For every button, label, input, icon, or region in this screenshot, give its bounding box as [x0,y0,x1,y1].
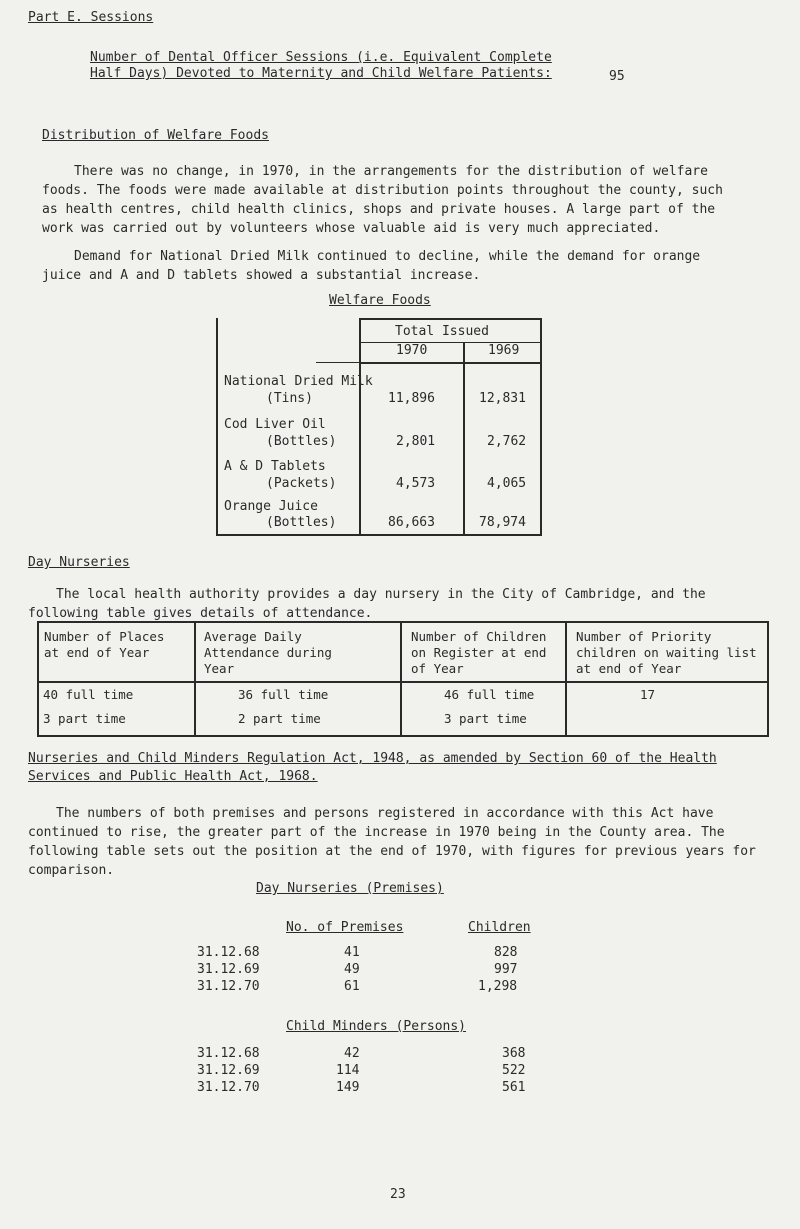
minders-row-children: 368 [502,1046,526,1061]
welfare-distribution-paragraph-2: Demand for National Dried Milk continued to decline, while the demand for orange juice and A and D tablets showed a substantial increase. [42,249,701,283]
row-item-name: Orange Juice [224,499,318,514]
row-value-1970: 86,663 [388,515,435,530]
minders-row-date: 31.12.70 [197,1080,260,1095]
register-part-time: 3 part time [444,711,527,726]
day-nurseries-heading: Day Nurseries [28,555,130,570]
premises-row-count: 61 [344,979,360,994]
attendance-full-time: 36 full time [238,687,329,702]
day-nurseries-table [37,621,769,737]
children-col-header: Children [468,920,531,935]
page-section-title: Part E. Sessions [28,10,154,25]
minders-row-count: 149 [336,1080,360,1095]
row-value-1969: 4,065 [487,476,527,491]
regulation-heading-line1: Nurseries and Child Minders Regulation Act, 1948, as amended by Section 60 of the Health [28,751,717,766]
page-number: 23 [390,1187,406,1202]
row-value-1970: 11,896 [388,391,435,406]
header-register: Number of Children on Register at end of Year [411,629,547,676]
dental-sessions-value: 95 [609,69,625,84]
regulation-paragraph: The numbers of both premises and persons registered in accordance with this Act have continued to rise, the greater part of the increase in 1970 being in the County area. The following table sets out the position at the end of 1970, with figures for previous years for comparison. [28,806,756,878]
premises-row-children: 828 [494,945,518,960]
welfare-foods-table [216,318,542,536]
places-full-time: 40 full time [43,687,134,702]
premises-row-date: 31.12.70 [197,979,260,994]
row-item-unit: (Packets) [266,476,337,491]
minders-table-title [286,1019,466,1034]
row-value-1970: 2,801 [396,434,436,449]
minders-row-count: 114 [336,1063,360,1078]
col-1970-header: 1970 [396,343,428,358]
welfare-distribution-paragraph-1: There was no change, in 1970, in the arrangements for the distribution of welfare foods. The foods were made available at distribution points throughout the county, such as health centres, child health clinics, shops and private houses. A large part of the work was carried out by volunteers whose valuable aid is very much appreciated. [42,164,723,236]
row-item-name: A & D Tablets [224,459,326,474]
row-value-1970: 4,573 [396,476,436,491]
row-value-1969: 78,974 [479,515,526,530]
row-item-unit: (Bottles) [266,515,337,530]
premises-row-date: 31.12.68 [197,945,260,960]
welfare-distribution-heading: Distribution of Welfare Foods [42,128,269,143]
day-nurseries-paragraph: The local health authority provides a day nursery in the City of Cambridge, and the following table gives details of attendance. [28,587,706,621]
total-issued-header: Total Issued [395,324,489,339]
minders-row-date: 31.12.68 [197,1046,260,1061]
row-item-name: National Dried Milk [224,374,373,389]
premises-row-date: 31.12.69 [197,962,260,977]
premises-row-children: 1,298 [478,979,518,994]
premises-row-children: 997 [494,962,518,977]
row-item-name: Cod Liver Oil [224,417,326,432]
register-full-time: 46 full time [444,687,535,702]
minders-row-children: 561 [502,1080,526,1095]
col-1969-header: 1969 [488,343,520,358]
minders-row-date: 31.12.69 [197,1063,260,1078]
priority-count: 17 [640,687,656,702]
premises-row-count: 41 [344,945,360,960]
regulation-heading-line2: Services and Public Health Act, 1968. [28,769,318,784]
header-places: Number of Places at end of Year [44,629,165,660]
dental-sessions-label-line2: Half Days) Devoted to Maternity and Child Welfare Patients: [90,66,552,81]
row-item-unit: (Tins) [266,391,313,406]
welfare-foods-table-title: Welfare Foods [329,293,431,308]
premises-col-header: No. of Premises [286,920,404,935]
header-priority: Number of Priority children on waiting list at end of Year [576,629,757,676]
header-attendance: Average Daily Attendance during Year [204,629,332,676]
premises-row-count: 49 [344,962,360,977]
minders-row-count: 42 [344,1046,360,1061]
row-value-1969: 2,762 [487,434,527,449]
row-item-unit: (Bottles) [266,434,337,449]
dental-sessions-label-line1: Number of Dental Officer Sessions (i.e. Equivalent Complete [90,50,552,65]
minders-row-children: 522 [502,1063,526,1078]
places-part-time: 3 part time [43,711,126,726]
minders-table-title-text: Child Minders (Persons) [286,1019,467,1034]
row-value-1969: 12,831 [479,391,526,406]
attendance-part-time: 2 part time [238,711,321,726]
premises-table-title: Day Nurseries (Premises) [256,881,444,896]
